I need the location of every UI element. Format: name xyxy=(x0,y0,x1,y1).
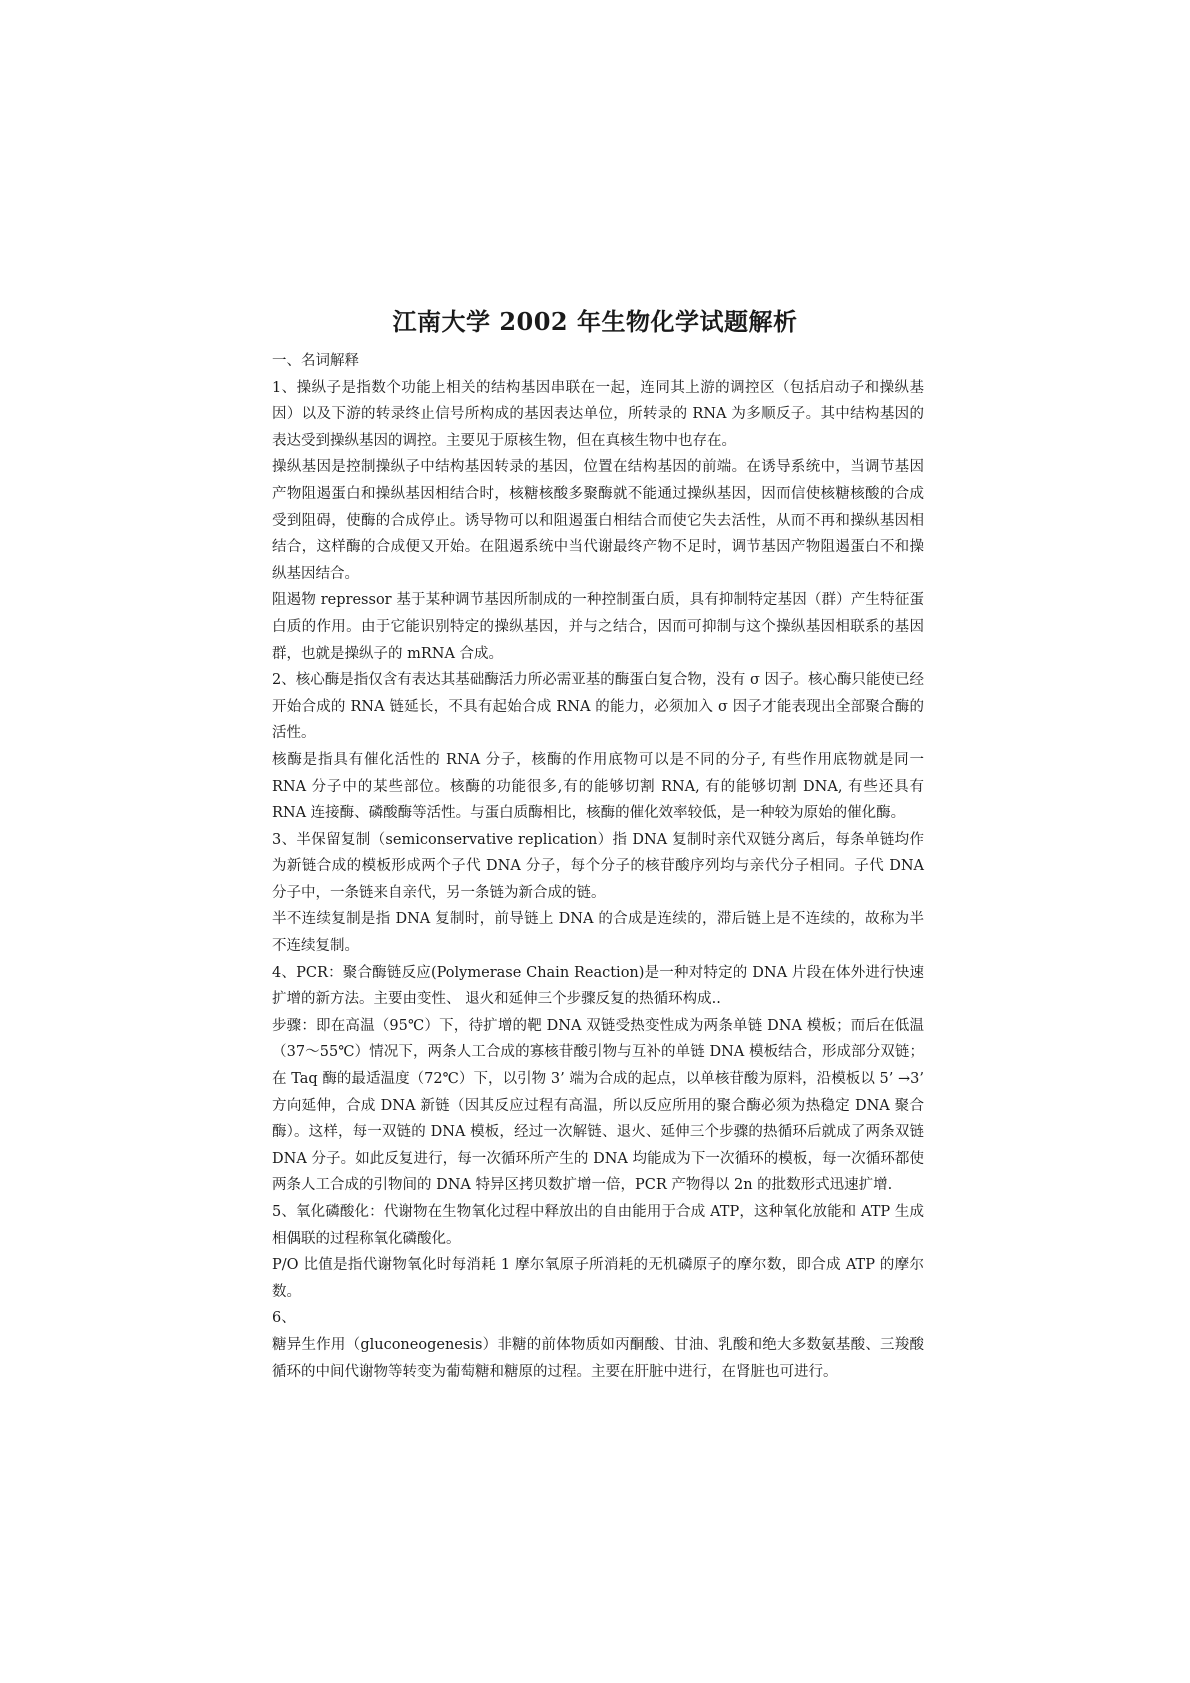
document-title: 江南大学 2002 年生物化学试题解析 xyxy=(392,307,798,336)
paragraph-operator-gene: 操纵基因是控制操纵子中结构基因转录的基因，位置在结构基因的前端。在诱导系统中，当调节基因产物阻遏蛋白和操纵基因相结合时，核糖核酸多聚酶就不能通过操纵基因，因而信使核糖核酸的合成受到阻碍，使酶的合成停止。诱导物可以和阻遏蛋白相结合而使它失去活性，从而不再和操纵基因相结合，这样酶的合成便又开始。在阻遏系统中当代谢最终产物不足时，调节基因产物阻遏蛋白不和操纵基因结合。 xyxy=(272,459,924,582)
paragraph-repressor: 阻遏物 repressor 基于某种调节基因所制成的一种控制蛋白质，具有抑制特定基因（群）产生特征蛋白质的作用。由于它能识别特定的操纵基因，并与之结合，因而可抑制与这个操纵基因相联系的基因群，也就是操纵子的 mRNA 合成。 xyxy=(272,592,924,662)
paragraph-ribozyme: 核酶是指具有催化活性的 RNA 分子，核酶的作用底物可以是不同的分子, 有些作用底物就是同一 RNA 分子中的某些部位。核酶的功能很多,有的能够切割 RNA, 有的能够切割 DNA, 有些还具有 RNA 连接酶、磷酸酶等活性。与蛋白质酶相比，核酶的催化效率较低，是一种较为原始的催化酶。 xyxy=(272,751,924,822)
paragraph-semiconservative-replication: 3、半保留复制（semiconservative replication）指 DNA 复制时亲代双链分离后，每条单链均作为新链合成的模板形成两个子代 DNA 分子，每个分子的核苷酸序列均与亲代分子相同。子代 DNA 分子中，一条链来自亲代，另一条链为新合成的链。 xyxy=(272,831,924,901)
paragraph-item-6: 6、 xyxy=(272,1310,296,1327)
paragraph-operon: 1、操纵子是指数个功能上相关的结构基因串联在一起，连同其上游的调控区（包括启动子和操纵基因）以及下游的转录终止信号所构成的基因表达单位，所转录的 RNA 为多顺反子。其中结构基因的表达受到操纵基因的调控。主要见于原核生物，但在真核生物中也存在。 xyxy=(272,379,924,449)
paragraph-oxidative-phosphorylation: 5、氧化磷酸化：代谢物在生物氧化过程中释放出的自由能用于合成 ATP，这种氧化放能和 ATP 生成相偶联的过程称氧化磷酸化。 xyxy=(272,1204,924,1247)
paragraph-pcr: 4、PCR：聚合酶链反应(Polymerase Chain Reaction)是一种对特定的 DNA 片段在体外进行快速扩增的新方法。主要由变性、 退火和延伸三个步骤反复的热循环构成.. xyxy=(272,964,924,1008)
paragraph-po-ratio: P/O 比值是指代谢物氧化时每消耗 1 摩尔氧原子所消耗的无机磷原子的摩尔数，即合成 ATP 的摩尔数。 xyxy=(272,1257,924,1300)
paragraph-pcr-steps: 步骤：即在高温（95℃）下，待扩增的靶 DNA 双链受热变性成为两条单链 DNA 模板；而后在低温（37～55℃）情况下，两条人工合成的寡核苷酸引物与互补的单链 DNA 模板结合，形成部分双链；在 Taq 酶的最适温度（72℃）下，以引物 3’ 端为合成的起点，以单核苷酸为原料，沿模板以 5’ →3’ 方向延伸，合成 DNA 新链（因其反应过程有高温，所以反应所用的聚合酶必须为热稳定 DNA 聚合酶）。这样，每一双链的 DNA 模板，经过一次解链、退火、延伸三个步骤的热循环后就成了两条双链 DNA 分子。如此反复进行，每一次循环所产生的 DNA 均能成为下一次循环的模板，每一次循环都使两条人工合成的引物间的 DNA 特异区拷贝数扩增一倍，PCR 产物得以 2n 的批数形式迅速扩增. xyxy=(272,1017,924,1194)
paragraph-core-enzyme: 2、核心酶是指仅含有表达其基础酶活力所必需亚基的酶蛋白复合物，没有 σ 因子。核心酶只能使已经开始合成的 RNA 链延长，不具有起始合成 RNA 的能力，必须加入 σ 因子才能表现出全部聚合酶的活性。 xyxy=(272,672,924,742)
document-body xyxy=(272,348,924,1385)
section-heading: 一、名词解释 xyxy=(272,353,359,369)
paragraph-gluconeogenesis: 糖异生作用（gluconeogenesis）非糖的前体物质如丙酮酸、甘油、乳酸和绝大多数氨基酸、三羧酸循环的中间代谢物等转变为葡萄糖和糖原的过程。主要在肝脏中进行，在肾脏也可进行。 xyxy=(272,1336,924,1380)
paragraph-semidiscontinuous-replication: 半不连续复制是指 DNA 复制时，前导链上 DNA 的合成是连续的，滞后链上是不连续的，故称为半不连续复制。 xyxy=(272,911,924,955)
